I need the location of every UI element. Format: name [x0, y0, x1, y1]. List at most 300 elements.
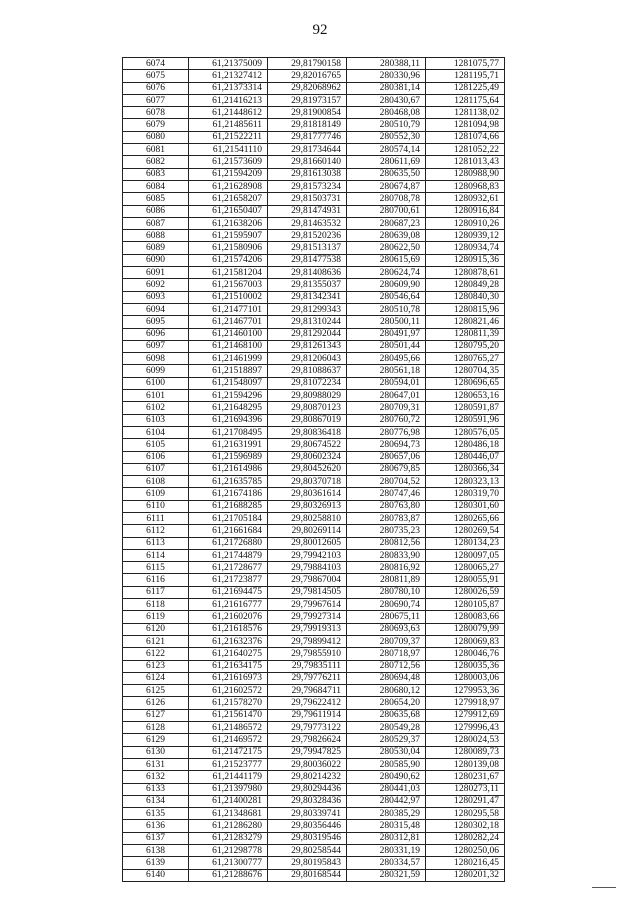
latitude-cell: 61,21461999 — [189, 353, 268, 365]
y-coordinate-cell: 1280273,11 — [426, 783, 505, 795]
longitude-cell: 29,80319546 — [268, 832, 347, 844]
y-coordinate-cell: 1280939,12 — [426, 230, 505, 242]
latitude-cell: 61,21348681 — [189, 808, 268, 820]
point-number-cell: 6074 — [123, 58, 189, 70]
longitude-cell: 29,80867019 — [268, 414, 347, 426]
y-coordinate-cell: 1280265,66 — [426, 512, 505, 524]
latitude-cell: 61,21688285 — [189, 500, 268, 512]
table-row — [123, 574, 505, 586]
x-coordinate-cell: 280657,06 — [347, 451, 426, 463]
point-number-cell: 6087 — [123, 217, 189, 229]
y-coordinate-cell: 1280302,18 — [426, 820, 505, 832]
x-coordinate-cell: 280718,97 — [347, 648, 426, 660]
point-number-cell: 6093 — [123, 291, 189, 303]
y-coordinate-cell: 1280446,07 — [426, 451, 505, 463]
y-coordinate-cell: 1280134,23 — [426, 537, 505, 549]
point-number-cell: 6090 — [123, 254, 189, 266]
latitude-cell: 61,21594209 — [189, 168, 268, 180]
latitude-cell: 61,21561470 — [189, 709, 268, 721]
longitude-cell: 29,79622412 — [268, 697, 347, 709]
point-number-cell: 6104 — [123, 426, 189, 438]
y-coordinate-cell: 1280319,70 — [426, 488, 505, 500]
table-row — [123, 832, 505, 844]
y-coordinate-cell: 1280591,87 — [426, 402, 505, 414]
x-coordinate-cell: 280585,90 — [347, 758, 426, 770]
point-number-cell: 6076 — [123, 82, 189, 94]
point-number-cell: 6120 — [123, 623, 189, 635]
longitude-cell: 29,80870123 — [268, 402, 347, 414]
latitude-cell: 61,21694475 — [189, 586, 268, 598]
point-number-cell: 6102 — [123, 402, 189, 414]
table-row — [123, 377, 505, 389]
y-coordinate-cell: 1280026,59 — [426, 586, 505, 598]
latitude-cell: 61,21632376 — [189, 635, 268, 647]
table-row — [123, 771, 505, 783]
longitude-cell: 29,81790158 — [268, 58, 347, 70]
table-row — [123, 500, 505, 512]
x-coordinate-cell: 280388,11 — [347, 58, 426, 70]
latitude-cell: 61,21541110 — [189, 144, 268, 156]
longitude-cell: 29,81355037 — [268, 279, 347, 291]
y-coordinate-cell: 1280089,73 — [426, 746, 505, 758]
table-row — [123, 599, 505, 611]
table-row — [123, 340, 505, 352]
latitude-cell: 61,21400281 — [189, 795, 268, 807]
point-number-cell: 6127 — [123, 709, 189, 721]
x-coordinate-cell: 280635,50 — [347, 168, 426, 180]
x-coordinate-cell: 280609,90 — [347, 279, 426, 291]
y-coordinate-cell: 1280765,27 — [426, 353, 505, 365]
y-coordinate-cell: 1280083,66 — [426, 611, 505, 623]
latitude-cell: 61,21594296 — [189, 390, 268, 402]
y-coordinate-cell: 1280932,61 — [426, 193, 505, 205]
table-row — [123, 230, 505, 242]
y-coordinate-cell: 1280576,05 — [426, 426, 505, 438]
longitude-cell: 29,82016765 — [268, 70, 347, 82]
latitude-cell: 61,21616777 — [189, 599, 268, 611]
point-number-cell: 6137 — [123, 832, 189, 844]
latitude-cell: 61,21596989 — [189, 451, 268, 463]
x-coordinate-cell: 280780,10 — [347, 586, 426, 598]
longitude-cell: 29,79826624 — [268, 734, 347, 746]
table-row — [123, 648, 505, 660]
point-number-cell: 6140 — [123, 869, 189, 881]
table-row — [123, 426, 505, 438]
longitude-cell: 29,80602324 — [268, 451, 347, 463]
latitude-cell: 61,21477101 — [189, 303, 268, 315]
latitude-cell: 61,21578270 — [189, 697, 268, 709]
latitude-cell: 61,21648295 — [189, 402, 268, 414]
y-coordinate-cell: 1280910,26 — [426, 217, 505, 229]
longitude-cell: 29,80452620 — [268, 463, 347, 475]
y-coordinate-cell: 1280216,45 — [426, 857, 505, 869]
y-coordinate-cell: 1280231,67 — [426, 771, 505, 783]
y-coordinate-cell: 1280795,20 — [426, 340, 505, 352]
longitude-cell: 29,80674522 — [268, 439, 347, 451]
y-coordinate-cell: 1281138,02 — [426, 107, 505, 119]
table-row — [123, 709, 505, 721]
latitude-cell: 61,21580906 — [189, 242, 268, 254]
point-number-cell: 6125 — [123, 685, 189, 697]
point-number-cell: 6086 — [123, 205, 189, 217]
y-coordinate-cell: 1280097,05 — [426, 549, 505, 561]
footer-mark — [592, 887, 616, 888]
point-number-cell: 6133 — [123, 783, 189, 795]
table-row — [123, 525, 505, 537]
point-number-cell: 6100 — [123, 377, 189, 389]
latitude-cell: 61,21573609 — [189, 156, 268, 168]
x-coordinate-cell: 280468,08 — [347, 107, 426, 119]
y-coordinate-cell: 1280323,13 — [426, 476, 505, 488]
point-number-cell: 6094 — [123, 303, 189, 315]
x-coordinate-cell: 280704,52 — [347, 476, 426, 488]
point-number-cell: 6091 — [123, 267, 189, 279]
y-coordinate-cell: 1280653,16 — [426, 390, 505, 402]
x-coordinate-cell: 280816,92 — [347, 562, 426, 574]
x-coordinate-cell: 280315,48 — [347, 820, 426, 832]
x-coordinate-cell: 280594,01 — [347, 377, 426, 389]
latitude-cell: 61,21486572 — [189, 722, 268, 734]
longitude-cell: 29,81734644 — [268, 144, 347, 156]
table-row — [123, 205, 505, 217]
y-coordinate-cell: 1280704,35 — [426, 365, 505, 377]
table-row — [123, 316, 505, 328]
y-coordinate-cell: 1280821,46 — [426, 316, 505, 328]
table-row — [123, 291, 505, 303]
longitude-cell: 29,79884103 — [268, 562, 347, 574]
latitude-cell: 61,21283279 — [189, 832, 268, 844]
latitude-cell: 61,21705184 — [189, 512, 268, 524]
y-coordinate-cell: 1281052,22 — [426, 144, 505, 156]
point-number-cell: 6129 — [123, 734, 189, 746]
point-number-cell: 6083 — [123, 168, 189, 180]
table-row — [123, 463, 505, 475]
latitude-cell: 61,21510002 — [189, 291, 268, 303]
latitude-cell: 61,21574206 — [189, 254, 268, 266]
point-number-cell: 6077 — [123, 94, 189, 106]
y-coordinate-cell: 1280815,96 — [426, 303, 505, 315]
table-row — [123, 672, 505, 684]
x-coordinate-cell: 280495,66 — [347, 353, 426, 365]
point-number-cell: 6096 — [123, 328, 189, 340]
y-coordinate-cell: 1280811,39 — [426, 328, 505, 340]
point-number-cell: 6114 — [123, 549, 189, 561]
y-coordinate-cell: 1280301,60 — [426, 500, 505, 512]
point-number-cell: 6108 — [123, 476, 189, 488]
latitude-cell: 61,21618576 — [189, 623, 268, 635]
x-coordinate-cell: 280552,30 — [347, 131, 426, 143]
point-number-cell: 6132 — [123, 771, 189, 783]
x-coordinate-cell: 280501,44 — [347, 340, 426, 352]
x-coordinate-cell: 280679,85 — [347, 463, 426, 475]
point-number-cell: 6139 — [123, 857, 189, 869]
longitude-cell: 29,81342341 — [268, 291, 347, 303]
longitude-cell: 29,81660140 — [268, 156, 347, 168]
y-coordinate-cell: 1280079,99 — [426, 623, 505, 635]
point-number-cell: 6075 — [123, 70, 189, 82]
y-coordinate-cell: 1281075,77 — [426, 58, 505, 70]
latitude-cell: 61,21581204 — [189, 267, 268, 279]
x-coordinate-cell: 280442,97 — [347, 795, 426, 807]
point-number-cell: 6116 — [123, 574, 189, 586]
longitude-cell: 29,81072234 — [268, 377, 347, 389]
coordinate-table-body — [123, 58, 505, 882]
x-coordinate-cell: 280381,14 — [347, 82, 426, 94]
table-row — [123, 746, 505, 758]
x-coordinate-cell: 280529,37 — [347, 734, 426, 746]
point-number-cell: 6117 — [123, 586, 189, 598]
y-coordinate-cell: 1280024,53 — [426, 734, 505, 746]
y-coordinate-cell: 1280069,83 — [426, 635, 505, 647]
longitude-cell: 29,79814505 — [268, 586, 347, 598]
longitude-cell: 29,80269114 — [268, 525, 347, 537]
x-coordinate-cell: 280674,87 — [347, 180, 426, 192]
x-coordinate-cell: 280709,37 — [347, 635, 426, 647]
table-row — [123, 660, 505, 672]
longitude-cell: 29,80258810 — [268, 512, 347, 524]
x-coordinate-cell: 280812,56 — [347, 537, 426, 549]
y-coordinate-cell: 1280269,54 — [426, 525, 505, 537]
latitude-cell: 61,21726880 — [189, 537, 268, 549]
latitude-cell: 61,21286280 — [189, 820, 268, 832]
point-number-cell: 6089 — [123, 242, 189, 254]
y-coordinate-cell: 1280915,36 — [426, 254, 505, 266]
latitude-cell: 61,21635785 — [189, 476, 268, 488]
longitude-cell: 29,80195843 — [268, 857, 347, 869]
latitude-cell: 61,21567003 — [189, 279, 268, 291]
x-coordinate-cell: 280622,50 — [347, 242, 426, 254]
point-number-cell: 6111 — [123, 512, 189, 524]
x-coordinate-cell: 280331,19 — [347, 845, 426, 857]
x-coordinate-cell: 280334,57 — [347, 857, 426, 869]
x-coordinate-cell: 280647,01 — [347, 390, 426, 402]
table-row — [123, 131, 505, 143]
y-coordinate-cell: 1280295,58 — [426, 808, 505, 820]
table-row — [123, 820, 505, 832]
longitude-cell: 29,79942103 — [268, 549, 347, 561]
longitude-cell: 29,81900854 — [268, 107, 347, 119]
table-row — [123, 476, 505, 488]
x-coordinate-cell: 280735,23 — [347, 525, 426, 537]
table-row — [123, 156, 505, 168]
x-coordinate-cell: 280321,59 — [347, 869, 426, 881]
x-coordinate-cell: 280330,96 — [347, 70, 426, 82]
table-row — [123, 242, 505, 254]
longitude-cell: 29,80168544 — [268, 869, 347, 881]
longitude-cell: 29,80339741 — [268, 808, 347, 820]
point-number-cell: 6119 — [123, 611, 189, 623]
table-row — [123, 722, 505, 734]
longitude-cell: 29,79855910 — [268, 648, 347, 660]
latitude-cell: 61,21448612 — [189, 107, 268, 119]
y-coordinate-cell: 1280916,84 — [426, 205, 505, 217]
point-number-cell: 6131 — [123, 758, 189, 770]
y-coordinate-cell: 1279918,97 — [426, 697, 505, 709]
y-coordinate-cell: 1280065,27 — [426, 562, 505, 574]
x-coordinate-cell: 280693,63 — [347, 623, 426, 635]
longitude-cell: 29,81299343 — [268, 303, 347, 315]
y-coordinate-cell: 1280934,74 — [426, 242, 505, 254]
latitude-cell: 61,21472175 — [189, 746, 268, 758]
table-row — [123, 119, 505, 131]
y-coordinate-cell: 1280046,76 — [426, 648, 505, 660]
x-coordinate-cell: 280690,74 — [347, 599, 426, 611]
table-row — [123, 279, 505, 291]
x-coordinate-cell: 280763,80 — [347, 500, 426, 512]
point-number-cell: 6079 — [123, 119, 189, 131]
latitude-cell: 61,21298778 — [189, 845, 268, 857]
latitude-cell: 61,21631991 — [189, 439, 268, 451]
page-number: 92 — [312, 22, 328, 38]
point-number-cell: 6113 — [123, 537, 189, 549]
point-number-cell: 6106 — [123, 451, 189, 463]
longitude-cell: 29,81292044 — [268, 328, 347, 340]
latitude-cell: 61,21375009 — [189, 58, 268, 70]
latitude-cell: 61,21373314 — [189, 82, 268, 94]
latitude-cell: 61,21614986 — [189, 463, 268, 475]
longitude-cell: 29,80258544 — [268, 845, 347, 857]
latitude-cell: 61,21674186 — [189, 488, 268, 500]
table-row — [123, 365, 505, 377]
latitude-cell: 61,21728677 — [189, 562, 268, 574]
point-number-cell: 6081 — [123, 144, 189, 156]
latitude-cell: 61,21467701 — [189, 316, 268, 328]
latitude-cell: 61,21628908 — [189, 180, 268, 192]
longitude-cell: 29,79927314 — [268, 611, 347, 623]
y-coordinate-cell: 1280840,30 — [426, 291, 505, 303]
y-coordinate-cell: 1281074,66 — [426, 131, 505, 143]
table-row — [123, 488, 505, 500]
latitude-cell: 61,21485611 — [189, 119, 268, 131]
latitude-cell: 61,21460100 — [189, 328, 268, 340]
latitude-cell: 61,21640275 — [189, 648, 268, 660]
x-coordinate-cell: 280549,28 — [347, 722, 426, 734]
longitude-cell: 29,81206043 — [268, 353, 347, 365]
table-row — [123, 783, 505, 795]
table-row — [123, 758, 505, 770]
y-coordinate-cell: 1280878,61 — [426, 267, 505, 279]
point-number-cell: 6134 — [123, 795, 189, 807]
point-number-cell: 6080 — [123, 131, 189, 143]
point-number-cell: 6097 — [123, 340, 189, 352]
latitude-cell: 61,21523777 — [189, 758, 268, 770]
x-coordinate-cell: 280639,08 — [347, 230, 426, 242]
latitude-cell: 61,21694396 — [189, 414, 268, 426]
longitude-cell: 29,81310244 — [268, 316, 347, 328]
point-number-cell: 6136 — [123, 820, 189, 832]
latitude-cell: 61,21397980 — [189, 783, 268, 795]
point-number-cell: 6085 — [123, 193, 189, 205]
point-number-cell: 6124 — [123, 672, 189, 684]
y-coordinate-cell: 1281013,43 — [426, 156, 505, 168]
table-row — [123, 685, 505, 697]
y-coordinate-cell: 1280968,83 — [426, 180, 505, 192]
table-row — [123, 635, 505, 647]
table-row — [123, 353, 505, 365]
table-row — [123, 267, 505, 279]
table-row — [123, 58, 505, 70]
y-coordinate-cell: 1281175,64 — [426, 94, 505, 106]
x-coordinate-cell: 280574,14 — [347, 144, 426, 156]
y-coordinate-cell: 1280003,06 — [426, 672, 505, 684]
longitude-cell: 29,81520236 — [268, 230, 347, 242]
longitude-cell: 29,79947825 — [268, 746, 347, 758]
table-row — [123, 107, 505, 119]
point-number-cell: 6082 — [123, 156, 189, 168]
y-coordinate-cell: 1280486,18 — [426, 439, 505, 451]
table-row — [123, 451, 505, 463]
y-coordinate-cell: 1280139,08 — [426, 758, 505, 770]
longitude-cell: 29,82068962 — [268, 82, 347, 94]
point-number-cell: 6105 — [123, 439, 189, 451]
y-coordinate-cell: 1280201,32 — [426, 869, 505, 881]
table-row — [123, 611, 505, 623]
x-coordinate-cell: 280675,11 — [347, 611, 426, 623]
table-row — [123, 697, 505, 709]
point-number-cell: 6130 — [123, 746, 189, 758]
x-coordinate-cell: 280530,04 — [347, 746, 426, 758]
y-coordinate-cell: 1280282,24 — [426, 832, 505, 844]
table-row — [123, 94, 505, 106]
table-row — [123, 82, 505, 94]
x-coordinate-cell: 280680,12 — [347, 685, 426, 697]
latitude-cell: 61,21650407 — [189, 205, 268, 217]
x-coordinate-cell: 280615,69 — [347, 254, 426, 266]
x-coordinate-cell: 280811,89 — [347, 574, 426, 586]
table-row — [123, 869, 505, 881]
longitude-cell: 29,81503731 — [268, 193, 347, 205]
x-coordinate-cell: 280709,31 — [347, 402, 426, 414]
latitude-cell: 61,21469572 — [189, 734, 268, 746]
point-number-cell: 6084 — [123, 180, 189, 192]
longitude-cell: 29,80356446 — [268, 820, 347, 832]
longitude-cell: 29,79773122 — [268, 722, 347, 734]
x-coordinate-cell: 280760,72 — [347, 414, 426, 426]
x-coordinate-cell: 280654,20 — [347, 697, 426, 709]
longitude-cell: 29,80012605 — [268, 537, 347, 549]
table-row — [123, 70, 505, 82]
longitude-cell: 29,81477538 — [268, 254, 347, 266]
latitude-cell: 61,21327412 — [189, 70, 268, 82]
latitude-cell: 61,21708495 — [189, 426, 268, 438]
x-coordinate-cell: 280510,79 — [347, 119, 426, 131]
table-row — [123, 439, 505, 451]
table-row — [123, 586, 505, 598]
longitude-cell: 29,81088637 — [268, 365, 347, 377]
x-coordinate-cell: 280624,74 — [347, 267, 426, 279]
point-number-cell: 6122 — [123, 648, 189, 660]
y-coordinate-cell: 1280849,28 — [426, 279, 505, 291]
longitude-cell: 29,81474931 — [268, 205, 347, 217]
y-coordinate-cell: 1279996,43 — [426, 722, 505, 734]
y-coordinate-cell: 1280696,65 — [426, 377, 505, 389]
table-row — [123, 217, 505, 229]
point-number-cell: 6135 — [123, 808, 189, 820]
longitude-cell: 29,80326913 — [268, 500, 347, 512]
longitude-cell: 29,81408636 — [268, 267, 347, 279]
point-number-cell: 6092 — [123, 279, 189, 291]
x-coordinate-cell: 280712,56 — [347, 660, 426, 672]
x-coordinate-cell: 280694,48 — [347, 672, 426, 684]
longitude-cell: 29,79919313 — [268, 623, 347, 635]
x-coordinate-cell: 280500,11 — [347, 316, 426, 328]
x-coordinate-cell: 280776,98 — [347, 426, 426, 438]
latitude-cell: 61,21634175 — [189, 660, 268, 672]
x-coordinate-cell: 280430,67 — [347, 94, 426, 106]
coordinate-table — [122, 57, 505, 882]
point-number-cell: 6099 — [123, 365, 189, 377]
latitude-cell: 61,21518897 — [189, 365, 268, 377]
